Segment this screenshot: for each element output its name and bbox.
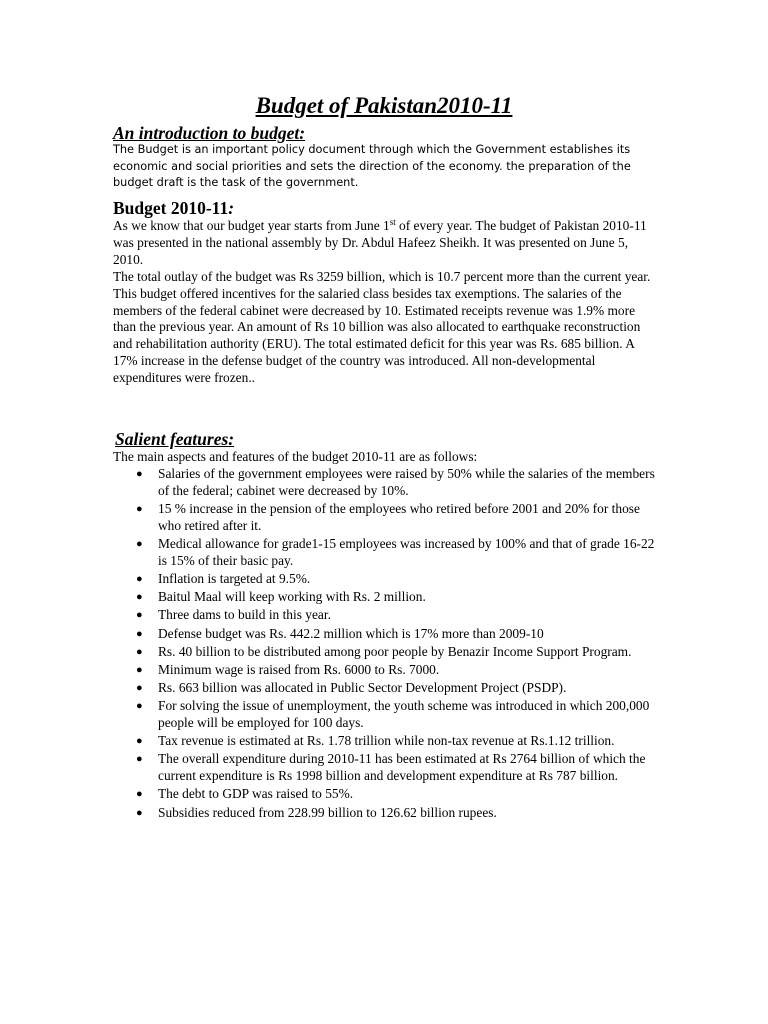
feature-text: 15 % increase in the pension of the employees who retired before 2001 and 20% for those who retired after it. xyxy=(158,500,640,533)
feature-list-item xyxy=(113,626,661,643)
feature-list-item xyxy=(113,751,661,785)
feature-text: Minimum wage is raised from Rs. 6000 to Rs. 7000. xyxy=(158,661,440,677)
feature-list-item xyxy=(113,733,661,750)
bullet-icon: ● xyxy=(136,645,143,658)
bullet-icon: ● xyxy=(136,591,143,604)
bullet-icon: ● xyxy=(136,753,143,766)
document-title: Budget of Pakistan2010-11 xyxy=(255,93,513,118)
feature-text: Medical allowance for grade1-15 employees was increased by 100% and that of grade 16-22 is 15% of their basic pay. xyxy=(158,535,655,568)
bullet-icon: ● xyxy=(136,700,143,713)
feature-text: For solving the issue of unemployment, the youth scheme was introduced in which 200,000 people will be employed for 100 days. xyxy=(158,698,650,731)
feature-text: Salaries of the government employees were raised by 50% while the salaries of the members of the federal; cabinet were decreased by 10%. xyxy=(158,466,655,498)
feature-list-item xyxy=(113,589,661,606)
feature-text: Inflation is targeted at 9.5%. xyxy=(158,570,311,586)
feature-text: Subsidies reduced from 228.99 billion to 126.62 billion rupees. xyxy=(158,804,497,820)
feature-text: Rs. 40 billion to be distributed among poor people by Benazir Income Support Program. xyxy=(158,643,632,659)
feature-list-item xyxy=(113,644,661,661)
budget-p1-superscript: st xyxy=(389,217,396,227)
intro-heading: An introduction to budget: xyxy=(113,123,306,143)
bullet-icon: ● xyxy=(136,468,143,480)
salient-features-list xyxy=(113,466,661,823)
intro-paragraph: The Budget is an important policy document through which the Government establishes its economic and social priorities and sets the direction of the economy. the preparation of the budget draft is the task of the government. xyxy=(113,143,631,189)
salient-lead: The main aspects and features of the budget 2010-11 are as follows: xyxy=(113,449,478,464)
bullet-icon: ● xyxy=(136,502,143,515)
feature-list-item xyxy=(113,571,661,588)
feature-text: Tax revenue is estimated at Rs. 1.78 trillion while non-tax revenue at Rs.1.12 trillion. xyxy=(158,733,615,749)
bullet-icon: ● xyxy=(136,572,143,585)
feature-list-item xyxy=(113,805,661,822)
bullet-icon: ● xyxy=(136,682,143,695)
feature-text: The debt to GDP was raised to 55%. xyxy=(158,786,354,802)
budget-p1-start: As we know that our budget year starts from June 1 xyxy=(113,218,390,233)
salient-heading: Salient features: xyxy=(115,429,235,449)
budget-p1-rest: of every year. The budget of Pakistan 2010-11 was presented in the national assembly by Dr. Abdul Hafeez Sheikh. It was presented on June 5, 2010. xyxy=(113,218,647,267)
feature-text: Baitul Maal will keep working with Rs. 2 million. xyxy=(158,589,426,605)
feature-list-item xyxy=(113,786,661,803)
budget-paragraph-2: The total outlay of the budget was Rs 3259 billion, which is 10.7 percent more than the current year. This budget offered incentives for the salaried class besides tax exemptions. The salaries of the members of the federal cabinet were decreased by 10. Estimated receipts revenue was 1.9% more than the previous year. An amount of Rs 10 billion was also allocated to earthquake reconstruction and rehabilitation authority (ERU). The total estimated deficit for this year was Rs. 685 billion. A 17% increase in the defense budget of the country was introduced. All non-developmental expenditures were frozen.. xyxy=(113,269,651,385)
feature-list-item xyxy=(113,680,661,697)
feature-list-item xyxy=(113,662,661,679)
feature-list-item xyxy=(113,501,661,535)
bullet-icon: ● xyxy=(136,609,143,622)
bullet-icon: ● xyxy=(136,788,143,801)
bullet-icon: ● xyxy=(136,735,143,748)
feature-list-item xyxy=(113,607,661,624)
budget-heading-colon: : xyxy=(228,198,235,218)
feature-list-item xyxy=(113,536,661,570)
budget-heading-text: Budget 2010-11 xyxy=(113,198,229,218)
feature-text: Three dams to build in this year. xyxy=(158,607,331,623)
bullet-icon: ● xyxy=(136,806,143,819)
bullet-icon: ● xyxy=(136,537,143,550)
feature-text: The overall expenditure during 2010-11 has been estimated at Rs 2764 billion of which the current expenditure is Rs 1998 billion and development expenditure at Rs 787 billion. xyxy=(158,751,646,784)
budget-heading xyxy=(113,197,234,219)
budget-paragraph-1 xyxy=(113,218,661,268)
feature-list-item xyxy=(113,466,661,500)
feature-text: Defense budget was Rs. 442.2 million which is 17% more than 2009-10 xyxy=(158,625,544,641)
feature-list-item xyxy=(113,698,661,732)
feature-text: Rs. 663 billion was allocated in Public Sector Development Project (PSDP). xyxy=(158,680,567,696)
bullet-icon: ● xyxy=(136,663,143,676)
bullet-icon: ● xyxy=(136,627,143,640)
